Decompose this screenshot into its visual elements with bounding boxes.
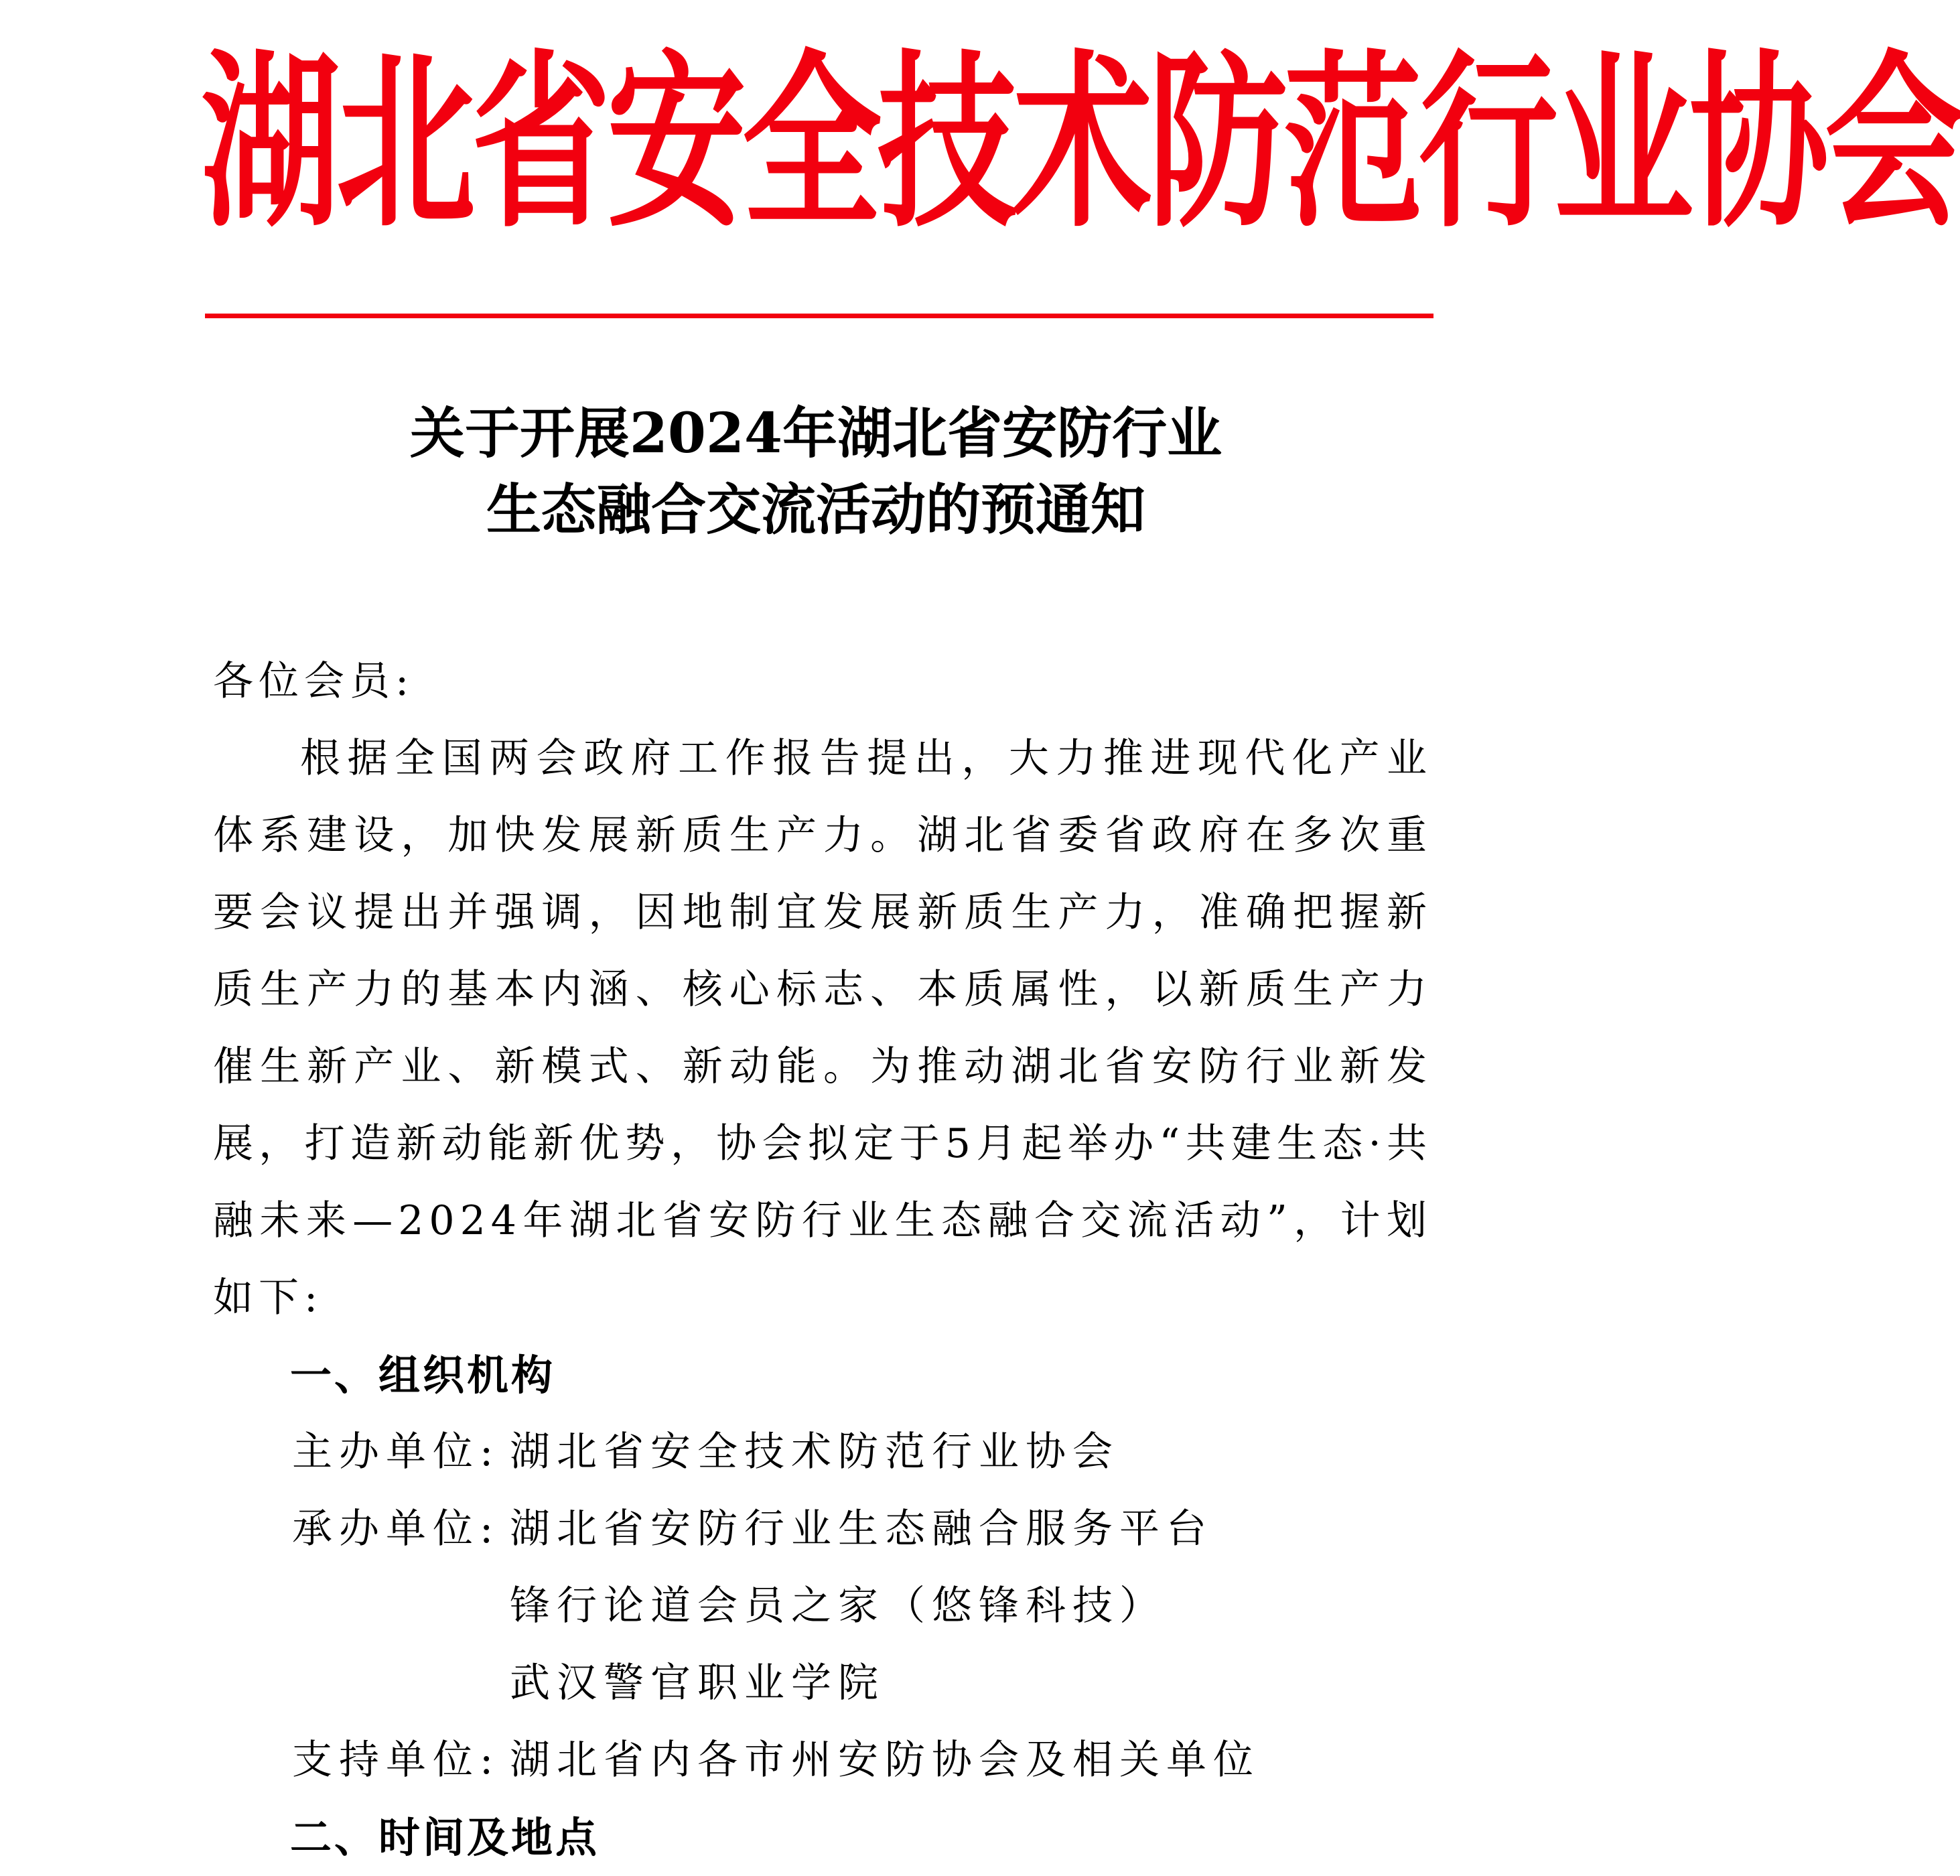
letterhead-divider — [205, 314, 1433, 318]
host-unit-row — [213, 1414, 1432, 1491]
host-unit-values — [510, 1414, 1119, 1491]
supporter-unit-label: 支持单位: — [292, 1737, 500, 1784]
organizer-unit-value: 武汉警官职业学院 — [510, 1660, 885, 1706]
intro-paragraph: 根据全国两会政府工作报告提出，大力推进现代化产业体系建设，加快发展新质生产力。湖北省委省政府在多次重要会议提出并强调，因地制宜发展新质生产力，准确把握新质生产力的基本内涵、核心标志、本质属性，以新质生产力催生新产业、新模式、新动能。为推动湖北省安防行业新发展，打造新动能新优势，协会拟定于5月起举办“共建生态·共融未来—2024年湖北省安防行业生态融合交流活动”，计划如下: — [213, 735, 1432, 1321]
section-heading-organization: 一、组织机构 — [290, 1351, 556, 1400]
document-body — [213, 643, 1432, 1876]
document-title-line-2: 生态融合交流活动的预通知 — [486, 478, 1145, 542]
document-title-line-1: 关于开展2024年湖北省安防行业 — [409, 401, 1222, 466]
salutation: 各位会员: — [213, 658, 415, 705]
host-unit-label: 主办单位: — [292, 1428, 500, 1475]
organizer-unit-values — [510, 1491, 1213, 1722]
supporter-unit-value: 湖北省内各市州安防协会及相关单位 — [510, 1737, 1260, 1784]
host-unit-value: 湖北省安全技术防范行业协会 — [510, 1428, 1119, 1475]
organizer-unit-value: 锋行论道会员之家（悠锋科技） — [510, 1583, 1166, 1629]
organizer-unit-row — [213, 1491, 1432, 1722]
document-title — [201, 395, 1431, 548]
supporter-unit-values — [510, 1722, 1260, 1799]
letterhead-org-name: 湖北省安全技术防范行业协会 — [201, 34, 1960, 254]
supporter-unit-row — [213, 1722, 1432, 1799]
organizer-unit-label: 承办单位: — [292, 1505, 500, 1552]
organizer-unit-value: 湖北省安防行业生态融合服务平台 — [510, 1505, 1213, 1552]
section-heading-time-location: 二、时间及地点 — [290, 1813, 600, 1862]
